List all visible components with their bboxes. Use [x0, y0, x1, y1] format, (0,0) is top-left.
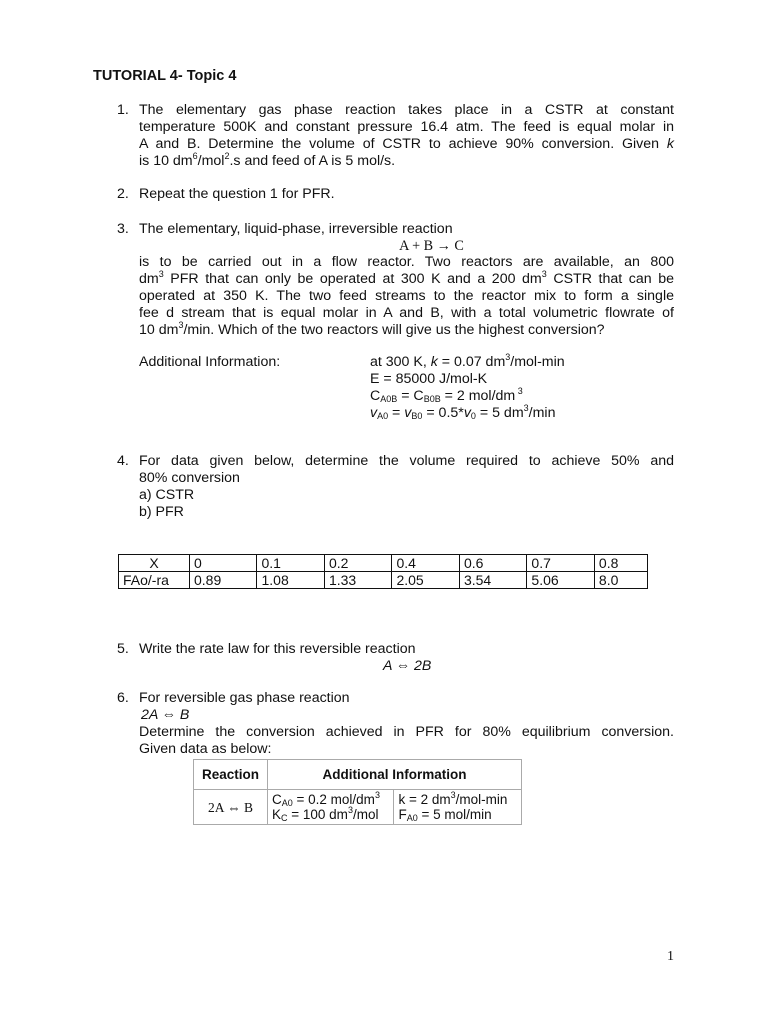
- q6-number: 6.: [117, 690, 129, 706]
- table-cell: 0.6: [459, 555, 526, 572]
- question-1: [139, 102, 674, 170]
- q6-line1: For reversible gas phase reaction: [139, 690, 350, 706]
- q1-line3: A and B. Determine the volume of CSTR to achieve 90% conversion. Given k: [139, 136, 674, 152]
- table-cell: 0.4: [392, 555, 459, 572]
- q3-line4: operated at 350 K. The two feed streams to the reactor mix to form a single: [139, 288, 674, 304]
- q3-reaction: A + B → C: [399, 238, 464, 254]
- q4-data-table: [118, 554, 648, 589]
- q4-option-b: b) PFR: [139, 504, 184, 520]
- table-cell: FAo/-ra: [119, 572, 190, 589]
- q1-line4: is 10 $dm^6/mol^2.s$ and feed of A is 5 mol/s.: [139, 151, 396, 169]
- q6-line2: Determine the conversion achieved in PFR for 80% equilibrium conversion.: [139, 724, 674, 740]
- page-title: TUTORIAL 4- Topic 4: [93, 68, 237, 84]
- q6-line3: Given data as below:: [139, 741, 272, 757]
- question-6: [139, 690, 674, 758]
- question-4: [139, 453, 674, 521]
- q3-info-concentration: $C_{A0B} = C_{B0B} = 2$ mol/dm $^3$: [370, 386, 523, 404]
- q1-number: 1.: [117, 102, 129, 118]
- table-cell: k = 2 $dm^3/mol-\min$ $F_{A0} = 5$ mol/min: [394, 790, 522, 825]
- q3-additional-label: Additional Information:: [139, 354, 281, 370]
- q3-line6: 10 $dm^3/\min$. Which of the two reactors will give us the highest conversion?: [139, 320, 605, 338]
- q1-line1: The elementary gas phase reaction takes place in a CSTR at constant: [139, 102, 674, 118]
- table-row: [194, 790, 522, 825]
- table-cell: 5.06: [527, 572, 594, 589]
- q4-option-a: a) CSTR: [139, 487, 195, 503]
- question-3: [139, 221, 674, 339]
- table-cell: 0: [190, 555, 257, 572]
- q3-info-rate-constant: at 300 K, k = 0.07 $dm^3/mol-\min$: [370, 352, 565, 370]
- q4-line2: 80% conversion: [139, 470, 240, 486]
- q3-line3: $dm^3$ PFR that can only be operated at 300 K and a 200 $dm^3$ CSTR that can be: [139, 269, 674, 287]
- q4-number: 4.: [117, 453, 129, 469]
- table-cell: 0.89: [190, 572, 257, 589]
- question-5: [139, 641, 674, 675]
- q3-line5: fee d stream that is equal molar in A and B, with a total volumetric flowrate of: [139, 305, 674, 321]
- q6-data-table: [193, 759, 522, 825]
- table-header-reaction: Reaction: [194, 760, 268, 790]
- table-cell: 3.54: [459, 572, 526, 589]
- table-row: [119, 572, 648, 589]
- table-header-additional-info: Additional Information: [268, 760, 522, 790]
- q3-line2: is to be carried out in a flow reactor. Two reactors are available, an 800: [139, 254, 674, 270]
- table-cell: 1.08: [257, 572, 324, 589]
- table-row: [119, 555, 648, 572]
- q2-number: 2.: [117, 186, 129, 202]
- q3-info-flowrate: $v_{A0} = v_{B0} = 0.5*v_0 = 5$ $dm^3/\min$: [370, 403, 556, 421]
- page-number: 1: [667, 949, 674, 964]
- table-cell-reaction: 2A ⇔ B: [194, 790, 268, 825]
- table-cell: 2.05: [392, 572, 459, 589]
- q3-number: 3.: [117, 221, 129, 237]
- q4-line1: For data given below, determine the volume required to achieve 50% and: [139, 453, 674, 469]
- table-cell: 0.1: [257, 555, 324, 572]
- table-cell: 0.8: [594, 555, 647, 572]
- q1-line2: temperature 500K and constant pressure 16.4 atm. The feed is equal molar in: [139, 119, 674, 135]
- q5-reaction: A ⇔ 2B: [383, 658, 432, 674]
- table-cell: X: [119, 555, 190, 572]
- q3-line1: The elementary, liquid-phase, irreversible reaction: [139, 221, 453, 237]
- table-cell: 1.33: [324, 572, 391, 589]
- table-cell: 0.7: [527, 555, 594, 572]
- q3-info-activation-energy: E = 85000 J/mol-K: [370, 371, 488, 387]
- table-cell: 0.2: [324, 555, 391, 572]
- table-cell: $C_{A0} = 0.2$ mol/$dm^3$ $K_C = 100$ $dm^3$/mol: [268, 790, 394, 825]
- table-cell: 8.0: [594, 572, 647, 589]
- table-row: [194, 760, 522, 790]
- q6-reaction: 2A ⇔ B: [141, 707, 190, 723]
- q5-line1: Write the rate law for this reversible reaction: [139, 641, 416, 657]
- q5-number: 5.: [117, 641, 129, 657]
- question-2: Repeat the question 1 for PFR.: [139, 186, 335, 202]
- q3-additional-info: [370, 354, 565, 422]
